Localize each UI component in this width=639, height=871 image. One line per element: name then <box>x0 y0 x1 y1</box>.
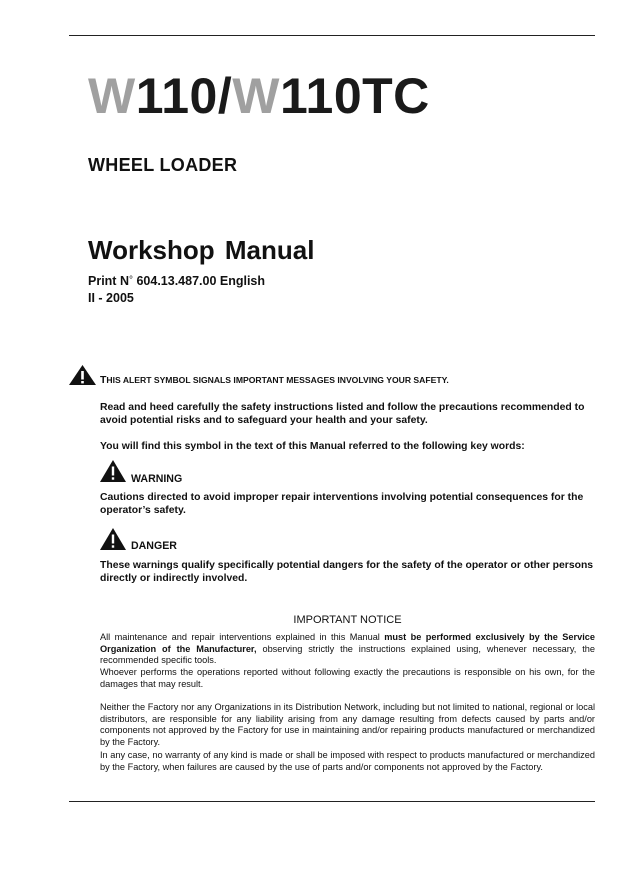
alert-heading-initial: T <box>100 374 107 386</box>
model-w-letter: W <box>88 68 136 124</box>
model-title <box>88 66 430 126</box>
edition-date: II - 2005 <box>88 291 134 305</box>
notice-p1-end: observing strictly the instructions explained using, whenever necessary, the recommended specific tools. <box>100 643 595 666</box>
top-rule <box>69 35 595 36</box>
key-words-paragraph: You will find this symbol in the text of this Manual referred to the following key words: <box>100 441 525 452</box>
alert-triangle-icon <box>68 364 97 386</box>
alert-heading-rest: HIS ALERT SYMBOL SIGNALS IMPORTANT MESSAGES INVOLVING YOUR SAFETY. <box>106 375 449 385</box>
warning-triangle-icon <box>99 459 127 483</box>
important-notice-title: IMPORTANT NOTICE <box>293 614 402 626</box>
danger-label: DANGER <box>131 540 177 552</box>
alert-heading <box>100 375 449 386</box>
manual-title: Workshop Manual <box>88 235 315 265</box>
model-w-letter-2: W <box>232 68 280 124</box>
notice-paragraph-2: Whoever performs the operations reported without following exactly the precautions is responsible on his own, for the damages that may result. <box>100 667 595 689</box>
machine-type: WHEEL LOADER <box>88 155 238 175</box>
model-number: 110/ <box>135 68 233 124</box>
danger-text: These warnings qualify specifically potential dangers for the safety of the operator or other persons directly or indirectly involved. <box>100 560 594 584</box>
warning-text: Cautions directed to avoid improper repair interventions involving potential consequences for the operator’s safety. <box>100 492 584 516</box>
danger-triangle-icon <box>99 527 127 551</box>
warning-label: WARNING <box>131 473 183 485</box>
notice-paragraph-1 <box>100 632 595 667</box>
read-heed-paragraph: Read and heed carefully the safety instructions listed and follow the precautions recommended to avoid potential risks and to safeguard your health and your safety. <box>100 402 585 426</box>
bottom-rule <box>69 801 595 802</box>
notice-paragraph-4: In any case, no warranty of any kind is made or shall be imposed with respect to products manufactured or merchandized by the Factory, when failures are caused by the use of parts and/or components not approved by the Factory. <box>100 750 595 772</box>
print-number-line <box>88 273 265 291</box>
print-label: Print N <box>88 274 129 288</box>
degree-sign: ° <box>128 275 133 286</box>
notice-p1-start: All maintenance and repair interventions explained in this Manual <box>100 632 385 642</box>
notice-paragraph-3: Neither the Factory nor any Organizations in its Distribution Network, including but not limited to national, regional or local distributors, are responsible for any liability arising from any damage resulting from defects caused by parts and/or components not approved by the Factory for use in maintaining and/or repairing products manufactured or merchandized by the Factory. <box>100 702 595 747</box>
model-number-2: 110TC <box>279 68 430 124</box>
print-number: 604.13.487.00 English <box>136 274 266 288</box>
notice-p1-bold: must be performed exclusively by the Service Organization of the Manufacturer, <box>100 632 595 654</box>
